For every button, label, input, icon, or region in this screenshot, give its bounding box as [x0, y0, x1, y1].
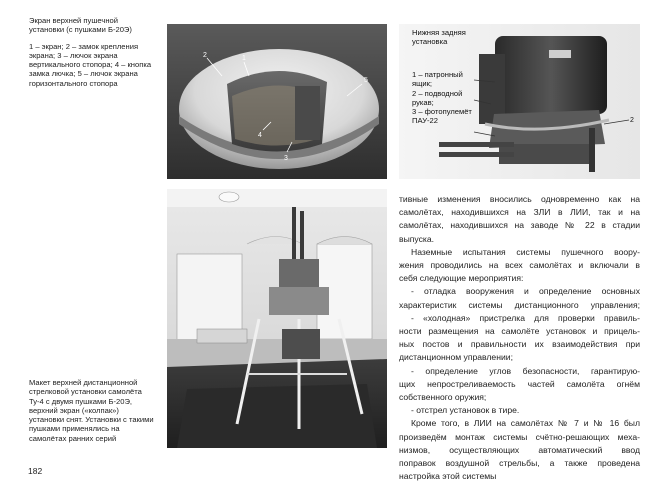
body-line: дистанционном управлении; [399, 352, 513, 363]
lower-rear-legend [412, 70, 478, 126]
callout-1: 1 [242, 55, 246, 62]
body-line: характеристик системы дистанционного управления; [399, 299, 640, 310]
body-line: щих непростреливаемость частей самолёта огнём [399, 378, 640, 389]
right-callout-2: 2 [630, 117, 634, 124]
body-line: низмов, осуществляющих автоматический ввод [399, 444, 640, 455]
photo-turret-mockup [167, 189, 387, 448]
body-line: тивные изменения вносились одновременно как на [399, 194, 640, 204]
body-line: настройка этой системы [399, 471, 497, 482]
body-line: - «холодная» пристрелка для проверки правиль- [411, 312, 640, 323]
body-line: ности размещения на самолёте установок и прицель- [399, 326, 640, 337]
legend-item-1: 1 – патронный ящик; [412, 70, 463, 89]
photo-turret-screen [167, 24, 387, 179]
body-text [399, 193, 640, 483]
body-line: собственного оружия; [399, 392, 487, 403]
body-line: Кроме того, в ЛИИ на самолётах № 7 и № 16 был [411, 418, 640, 429]
caption-title: Экран верхней пушечной установки (с пушками Б-20Э) [29, 16, 132, 35]
page-number: 182 [28, 466, 43, 476]
top-left-caption [29, 16, 153, 88]
body-line: ных постов и правильности их взаимодействия при [399, 339, 640, 350]
body-line: самолётах, находившихся на заводе № 22 в стадии [399, 220, 640, 231]
body-line: - отстрел установок в тире. [411, 405, 520, 416]
photo-lower-rear-installation [399, 24, 640, 179]
body-line: жения проводились на всех самолётах и включали в [399, 260, 640, 271]
lower-rear-title: Нижняя задняя установка [412, 28, 466, 47]
turret-screen-illustration [167, 24, 387, 179]
turret-mockup-illustration [167, 189, 387, 448]
legend-item-3: 3 – фотопулемёт ПАУ-22 [412, 107, 472, 126]
body-line: поправок воздушной стрельбы, а также проведена [399, 458, 640, 469]
body-line: произведём монтаж системы счётно-решающих меха- [399, 431, 640, 442]
callout-2: 2 [203, 52, 207, 59]
bottom-left-caption [29, 378, 155, 443]
body-line: выпуска. [399, 233, 435, 244]
body-line: - определение углов безопасности, гарантирую- [411, 365, 640, 376]
body-line: - отладка вооружения и определение основных [411, 286, 640, 297]
body-line: себя следующие мероприятия: [399, 273, 524, 284]
callout-5: 5 [364, 77, 368, 84]
body-line: самолётах, находившихся на ЗЛИ в ЛИИ, так и на [399, 207, 640, 218]
mockup-caption: Макет верхней дистанционной стрелковой установки самолёта Ту-4 с двумя пушками Б-20Э, верхний экран («колпак») установки снят. Установки с такими пушками применялись на самолётах ранних серий [29, 378, 154, 443]
callout-3: 3 [284, 155, 288, 162]
body-line: Наземные испытания системы пушечного воору- [411, 246, 640, 257]
callout-4: 4 [258, 132, 262, 139]
legend-item-2: 2 – подводной рукав; [412, 88, 463, 107]
caption-legend: 1 – экран; 2 – замок крепления экрана; 3 – лючок экрана вертикального стопора; 4 – кнопка замка лючка; 5 – лючок экрана горизонтального стопора [29, 41, 152, 88]
